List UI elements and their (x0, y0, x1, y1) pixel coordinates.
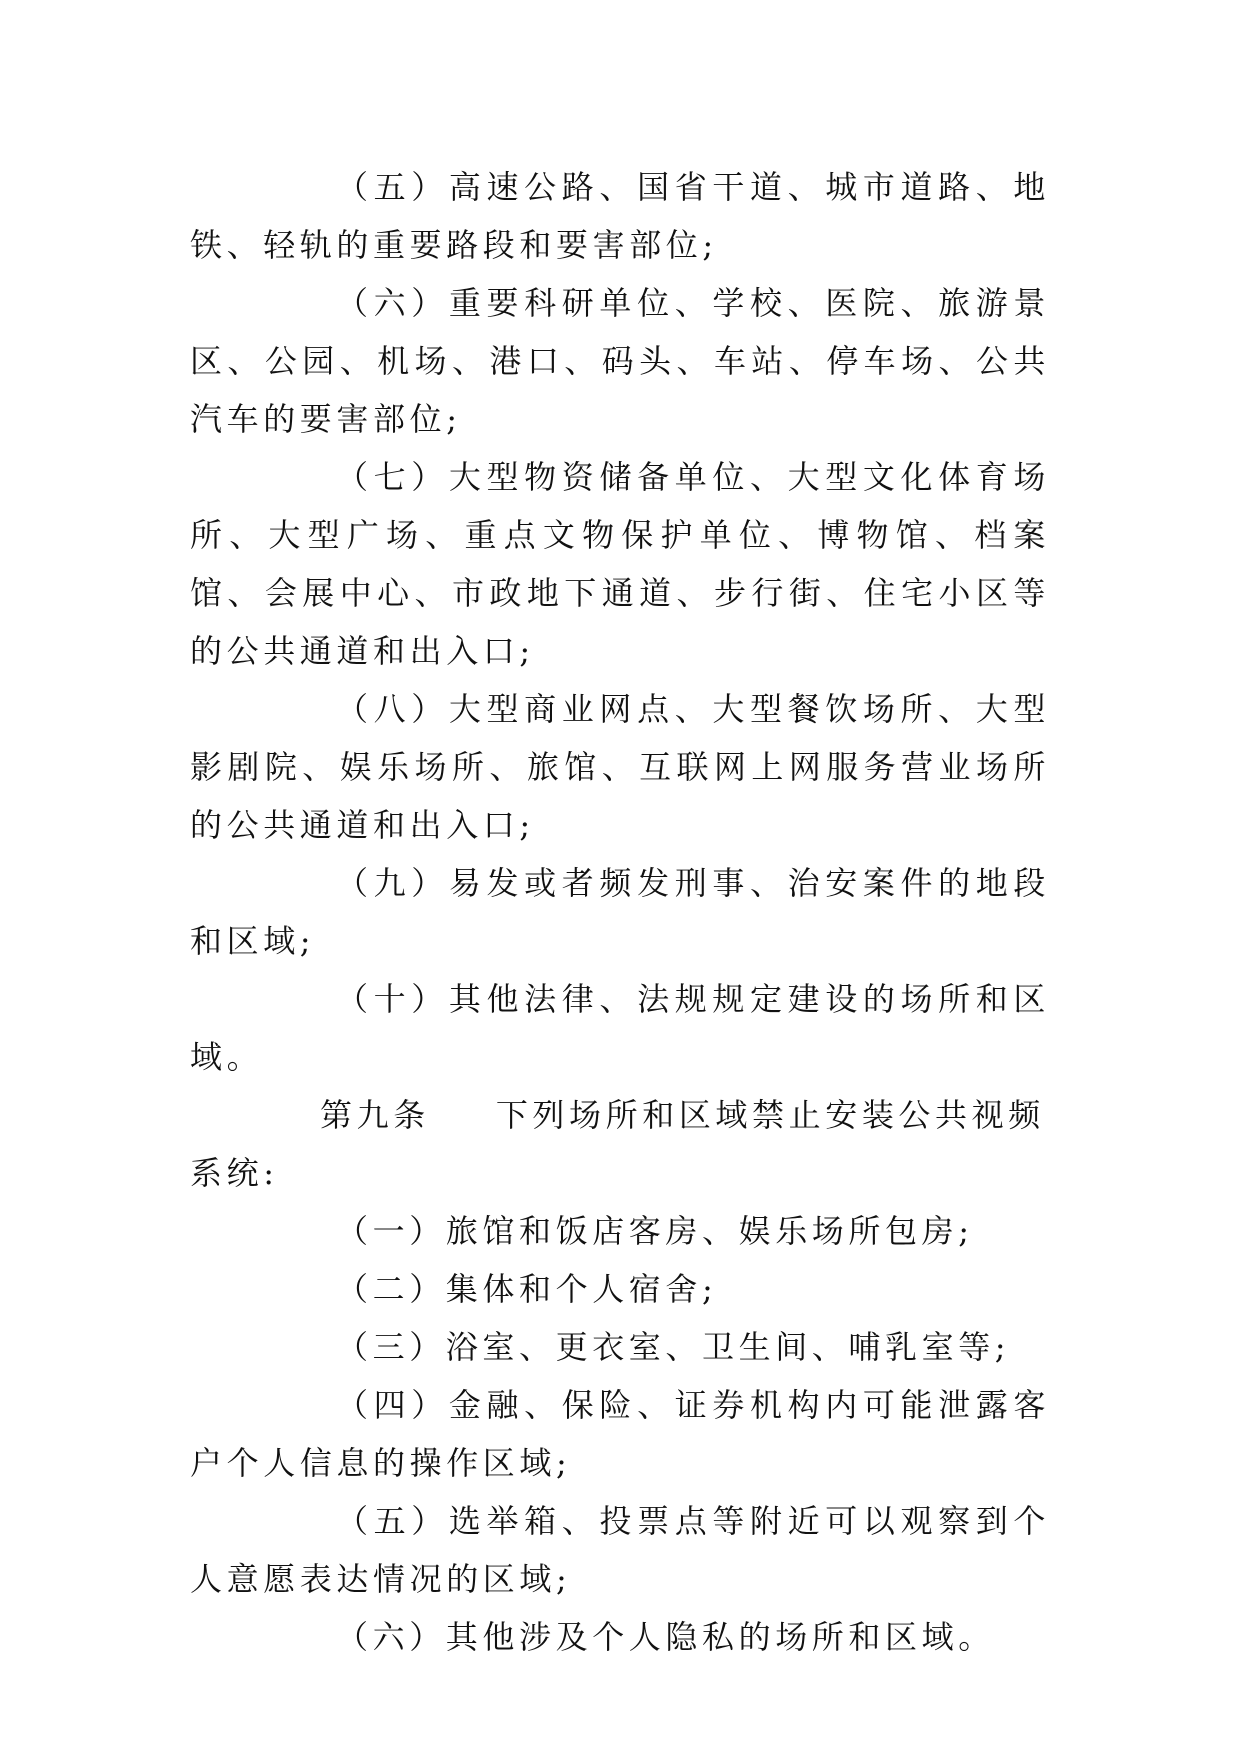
list-item: （七）大型物资储备单位、大型文化体育场所、大型广场、重点文物保护单位、博物馆、档案馆、会展中心、市政地下通道、步行街、住宅小区等的公共通道和出入口; (190, 458, 1050, 670)
list-item: （一）旅馆和饭店客房、娱乐场所包房; (336, 1212, 974, 1250)
list-item: （六）其他涉及个人隐私的场所和区域。 (336, 1618, 995, 1656)
document-body (190, 158, 1050, 1666)
list-item: （四）金融、保险、证券机构内可能泄露客户个人信息的操作区域; (190, 1386, 1050, 1482)
list-item: （五）高速公路、国省干道、城市道路、地铁、轻轨的重要路段和要害部位; (190, 168, 1050, 264)
article-text: 下列场所和区域禁止安装公共视频系统: (190, 1096, 1045, 1192)
list-item: （二）集体和个人宿舍; (336, 1270, 718, 1308)
list-item: （十）其他法律、法规规定建设的场所和区域。 (190, 980, 1050, 1076)
article-heading (190, 1086, 1050, 1202)
list-item: （三）浴室、更衣室、卫生间、哺乳室等; (336, 1328, 1011, 1366)
list-item: （九）易发或者频发刑事、治安案件的地段和区域; (190, 864, 1050, 960)
article-number: 第九条 (320, 1096, 430, 1134)
list-item: （八）大型商业网点、大型餐饮场所、大型影剧院、娱乐场所、旅馆、互联网上网服务营业场所的公共通道和出入口; (190, 690, 1050, 844)
list-item: （五）选举箱、投票点等附近可以观察到个人意愿表达情况的区域; (190, 1502, 1050, 1598)
list-item: （六）重要科研单位、学校、医院、旅游景区、公园、机场、港口、码头、车站、停车场、公共汽车的要害部位; (190, 284, 1050, 438)
